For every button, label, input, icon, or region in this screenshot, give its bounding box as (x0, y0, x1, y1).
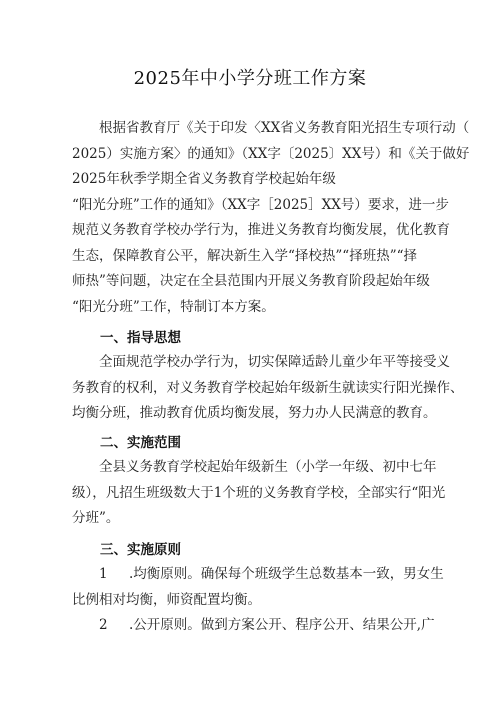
section2-line: 全县义务教育学校起始年级新生（小学一年级、初中七年 (99, 459, 437, 475)
intro-line: 师热”等问题，决定在全县范围内开展义务教育阶段起始年级 (72, 273, 430, 289)
section2-line: 分班”。 (72, 510, 120, 526)
section1-line: 全面规范学校办学行为，切实保障适龄儿童少年平等接受义 (99, 354, 450, 370)
item-text: .均衡原则。确保每个班级学生总数基本一致，男女生 (129, 566, 444, 582)
section1-paragraph (72, 350, 464, 427)
principle-item-2 (72, 613, 442, 639)
intro-line: “阳光分班”工作的通知》（XX字［2025］XX号）要求，进一步 (72, 196, 449, 213)
section2-paragraph (72, 455, 446, 532)
principle-item-1 (72, 562, 442, 588)
intro-line: “阳光分班”工作，特制订本方案。 (72, 298, 275, 315)
principle-item-1-cont: 比例相对均衡，师资配置均衡。 (72, 591, 261, 608)
page-title: 2025年中小学分班工作方案 (133, 68, 367, 89)
item-text: .公开原则。做到方案公开、程序公开、结果公开,广 (129, 617, 435, 633)
section1-line: 务教育的权利，对义务教育学校起始年级新生就读实行阳光操作、 (72, 379, 464, 396)
section-heading-principles: 三、实施原则 (100, 542, 181, 558)
item-number: 2 (99, 617, 108, 633)
section3-paragraph (72, 562, 442, 639)
intro-line: 2025年秋季学期全省义务教育学校起始年级 (72, 171, 336, 187)
section-heading-scope: 二、实施范围 (100, 435, 181, 451)
intro-line: 生态，保障教育公平，解决新生入学“择校热”“择班热”“择 (72, 247, 418, 264)
intro-paragraph (72, 116, 470, 320)
section2-line: 级），凡招生班级数大于1个班的义务教育学校，全部实行“阳光 (72, 484, 446, 501)
intro-line: 2025）实施方案〉的通知》（XX字〔2025〕XX号）和《关于做好 (72, 145, 470, 162)
section1-line: 均衡分班，推动教育优质均衡发展，努力办人民满意的教育。 (72, 405, 437, 421)
intro-line: 规范义务教育学校办学行为，推进义务教育均衡发展，优化教育 (72, 222, 450, 238)
item-number: 1 (99, 566, 108, 582)
intro-line: 根据省教育厅《关于印发〈XX省义务教育阳光招生专项行动（ (99, 120, 470, 136)
section-heading-guiding-ideology: 一、指导思想 (100, 330, 181, 346)
